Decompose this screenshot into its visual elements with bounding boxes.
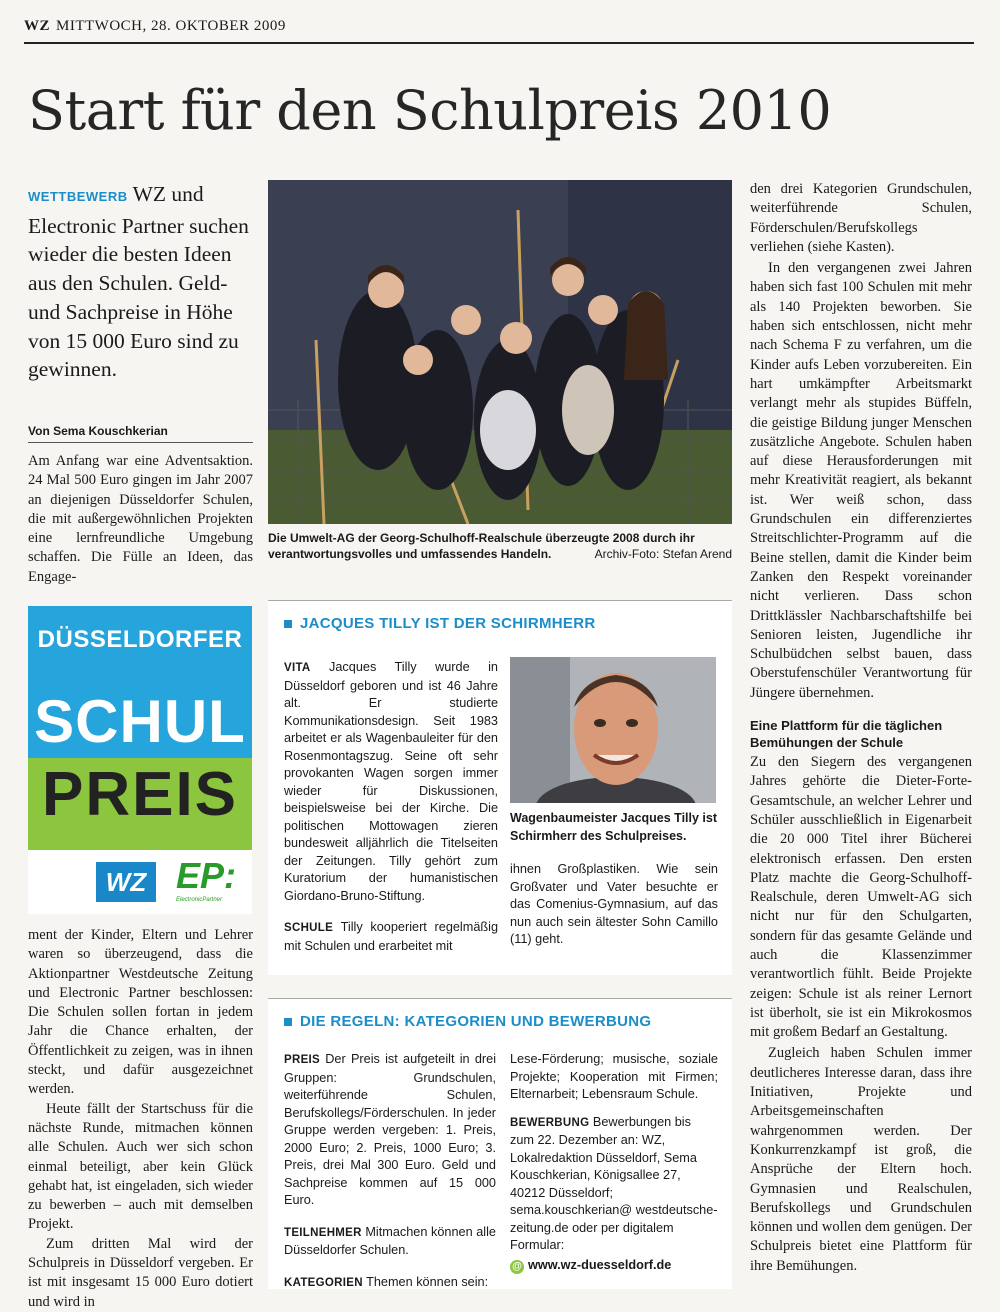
paper-name: WZ bbox=[24, 18, 51, 34]
logo-line-1: DÜSSELDORFER bbox=[37, 626, 243, 653]
info-box-regeln bbox=[268, 998, 732, 1289]
photo-caption-text: Die Umwelt-AG der Georg-Schulhoff-Realschule überzeugte 2008 durch ihr verantwortungsvolles und umfassendes Handeln. bbox=[268, 531, 695, 561]
body-paragraph: ment der Kinder, Eltern und Lehrer waren so überzeugend, dass die Aktionpartner Westdeutsche Zeitung und Electronic Partner beschlossen: Die Schulen sollen fortan in jedem Jahr die Chance erhalten, der Öffentlichkeit zu zeigen, was in ihnen steckt, und dafür ausgezeichnet werden. bbox=[28, 927, 253, 1098]
body-column-1-bottom bbox=[28, 926, 253, 1312]
body-column-1-top bbox=[28, 452, 253, 587]
vita-paragraph: VITA Jacques Tilly wurde in Düsseldorf geboren und ist 46 Jahre alt. Er studierte Kommunikationsdesign. Seit 1983 arbeitet er als Wagenbauleiter für den Rosenmontagszug. Seine oft sehr provokanten Wagen sorgen immer wieder für Diskussionen, beispielsweise bei der Kirche. Die politischen Mottowagen zieren bundesweit alljährlich die Titelseiten der Zeitungen. Tilly gehört zum Kuratorium der humanistischen Giordano-Bruno-Stiftung. bbox=[284, 660, 498, 903]
body-paragraph: In den vergangenen zwei Jahren haben sich fast 100 Schulen mit mehr als 140 Projekten beworben. Sie haben sich entschlossen, nicht mehr nach Schema F zu verfahren, um die Kinder aufs Leben vorzubereiten. Ein hart umkämpfter Arbeitsmarkt verlangt mehr als stupides Büffeln, die geistige Bildung junger Menschen zusätzliche Angebote. Schulen haben auf diese Herausforderungen mit mehr Kreativität reagiert, als bekannt ist. Wer weiß schon, dass Grundschulen ein differenziertes Streitschlichter-Programm auf die Beine stellen, damit die Kinder beim Zanken den Respekt voreinander nicht verlieren. Dass schon Drittklässler Nachbarschaftshilfe bei Senioren leisten, Jugendliche ihr Schulbüdchen selbst bauen, dass Oberstufenschüler Verantwortung für Jüngere übernehmen. bbox=[750, 260, 972, 701]
schule-paragraph: SCHULE Tilly kooperiert regelmäßig mit Schulen und erarbeitet mit bbox=[284, 920, 498, 953]
teilnehmer-paragraph: TEILNEHMER Mitmachen können alle Düsseldorfer Schulen. bbox=[284, 1224, 496, 1257]
lead-kicker: WETTBEWERB bbox=[28, 189, 128, 204]
box1-continued-text: ihnen Großplastiken. Wie sein Großvater und Vater besuchte er das Comenius-Gymnasium, auf das nun auch sein ältester Sohn Camillo (11) geht. bbox=[510, 862, 718, 946]
masthead bbox=[24, 18, 974, 44]
group-photo-image bbox=[268, 180, 732, 524]
lead-paragraph bbox=[28, 180, 250, 384]
column-subhead: Eine Plattform für die täglichen Bemühungen der Schule bbox=[750, 718, 943, 751]
box-title: DIE REGELN: KATEGORIEN UND BEWERBUNG bbox=[284, 1013, 651, 1030]
portrait-caption: Wagenbaumeister Jacques Tilly ist Schirmherr des Schulpreises. bbox=[510, 811, 718, 843]
portrait-image bbox=[510, 657, 716, 803]
logo-line-3: PREIS bbox=[41, 760, 239, 829]
headline: Start für den Schulpreis 2010 bbox=[28, 79, 832, 142]
tilly-portrait bbox=[510, 657, 716, 803]
kategorien-continued: Lese-Förderung; musische, soziale Projekte; Kooperation mit Firmen; Elternarbeit; Lebensraum Schule. bbox=[510, 1052, 718, 1101]
square-bullet-icon bbox=[284, 1018, 292, 1026]
body-paragraph: Am Anfang war eine Adventsaktion. 24 Mal 500 Euro gingen im Jahr 2007 an diejenigen Düsseldorfer Schulen, die mit außergewöhnlichen Projekten eine lernfreundliche Umgebung schaffen. Die Fülle an Ideen, das Engage- bbox=[28, 453, 253, 585]
logo-line-2: SCHUL bbox=[34, 688, 246, 755]
body-paragraph: Heute fällt der Startschuss für die nächste Runde, mitmachen können alle Schulen. Auch wer sich schon einmal beteiligt, aber kein Glück gehabt hat, ist eingeladen, sich wieder zu bewerben – auch mit demselben Projekt. bbox=[28, 1100, 253, 1233]
issue-date: MITTWOCH, 28. OKTOBER 2009 bbox=[56, 18, 286, 34]
ep-logo: EP: bbox=[176, 855, 237, 896]
teilnehmer-label: TEILNEHMER bbox=[284, 1226, 362, 1239]
box-title: JACQUES TILLY IST DER SCHIRMHERR bbox=[284, 615, 595, 632]
box1-right-column bbox=[510, 861, 718, 949]
ep-logo-sub: ElectronicPartner bbox=[176, 897, 223, 903]
vita-label: VITA bbox=[284, 662, 311, 674]
web-link[interactable]: www.wz-duesseldorf.de bbox=[528, 1257, 672, 1272]
byline: Von Sema Kouschkerian bbox=[28, 424, 253, 443]
box2-right-column bbox=[510, 1051, 718, 1274]
preis-label: PREIS bbox=[284, 1054, 321, 1066]
bewerbung-paragraph: BEWERBUNG Bewerbungen bis zum 22. Dezember an: WZ, Lokalredaktion Düsseldorf, Sema Kouschkerian, Königsallee 27, 40212 Düsseldorf; sema.kouschkerian@ westdeutsche-zeitung.de oder per digitalem Formular: bbox=[510, 1114, 718, 1252]
square-bullet-icon bbox=[284, 620, 292, 628]
web-link-line bbox=[510, 1257, 718, 1275]
schulpreis-logo bbox=[28, 606, 252, 914]
lead-text: WZ und Electronic Partner suchen wieder die besten Ideen aus den Schulen. Geld- und Sachpreise in Höhe von 15 000 Euro sind zu gewinnen. bbox=[28, 182, 249, 382]
body-paragraph: den drei Kategorien Grundschulen, weiterführende Schulen, Förderschulen/Berufskollegs verliehen (siehe Kasten). bbox=[750, 181, 972, 255]
photo-credit: Archiv-Foto: Stefan Arend bbox=[594, 547, 732, 561]
info-box-schirmherr bbox=[268, 600, 732, 975]
photo-caption bbox=[268, 530, 732, 562]
box2-left-column bbox=[284, 1051, 496, 1292]
schule-label: SCHULE bbox=[284, 922, 334, 934]
body-paragraph: Zum dritten Mal wird der Schulpreis in Düsseldorf vergeben. Er ist mit insgesamt 15 000 Euro dotiert und wird in bbox=[28, 1235, 253, 1310]
preis-paragraph: PREIS Der Preis ist aufgeteilt in drei Gruppen: Grundschulen, weiterführende Schulen, Berufskollegs/Förderschulen. In jeder Gruppe werden vergeben: 1. Preis, 2000 Euro; 2. Preis, 1000 Euro; 3. Preis, drei Mal 300 Euro. Geld und Sachpreise kommen auf 15 000 Euro. bbox=[284, 1052, 497, 1207]
box1-left-column bbox=[284, 659, 498, 955]
body-column-3 bbox=[750, 180, 972, 1276]
at-icon: @ bbox=[510, 1260, 524, 1274]
wz-logo: WZ bbox=[96, 862, 156, 902]
kategorien-label: KATEGORIEN bbox=[284, 1276, 363, 1289]
kategorien-paragraph: KATEGORIEN Themen können sein: bbox=[284, 1274, 489, 1289]
bewerbung-label: BEWERBUNG bbox=[510, 1116, 590, 1129]
body-paragraph: Zu den Siegern des vergangenen Jahres gehörte die Dieter-Forte-Gesamtschule, an welcher Lehrer und Schüler ausschließlich in Eigenarbeit die 20 000 Titel ihrer Bücherei elektronisch erfassen. Den ersten Platz machte die Georg-Schulhoff-Realschule, deren Umwelt-AG sich nicht nur für den Schulgarten, sondern für das gesamte Gelände und auch die Klassenzimmer verantwortlich fühlt. Beide Projekte zeigen: Schule ist als reiner Lernort ist überholt, sie ist ein Mikrokosmos mit großem Bedarf an Gestaltung. bbox=[750, 754, 972, 1041]
group-photo bbox=[268, 180, 732, 524]
body-paragraph: Zugleich haben Schulen immer deutlicheres Interesse daran, dass ihre Initiativen, Projekte und Arbeitsgemeinschaften wahrgenommen werden. Der Konkurrenzkampf ist groß, die Ansprüche der Eltern hoch. Gymnasien und Realschulen, Berufskollegs und Grundschulen können und wollen dem genügen. Der Schulpreis bietet eine Plattform für ihre Bemühungen. bbox=[750, 1045, 972, 1274]
